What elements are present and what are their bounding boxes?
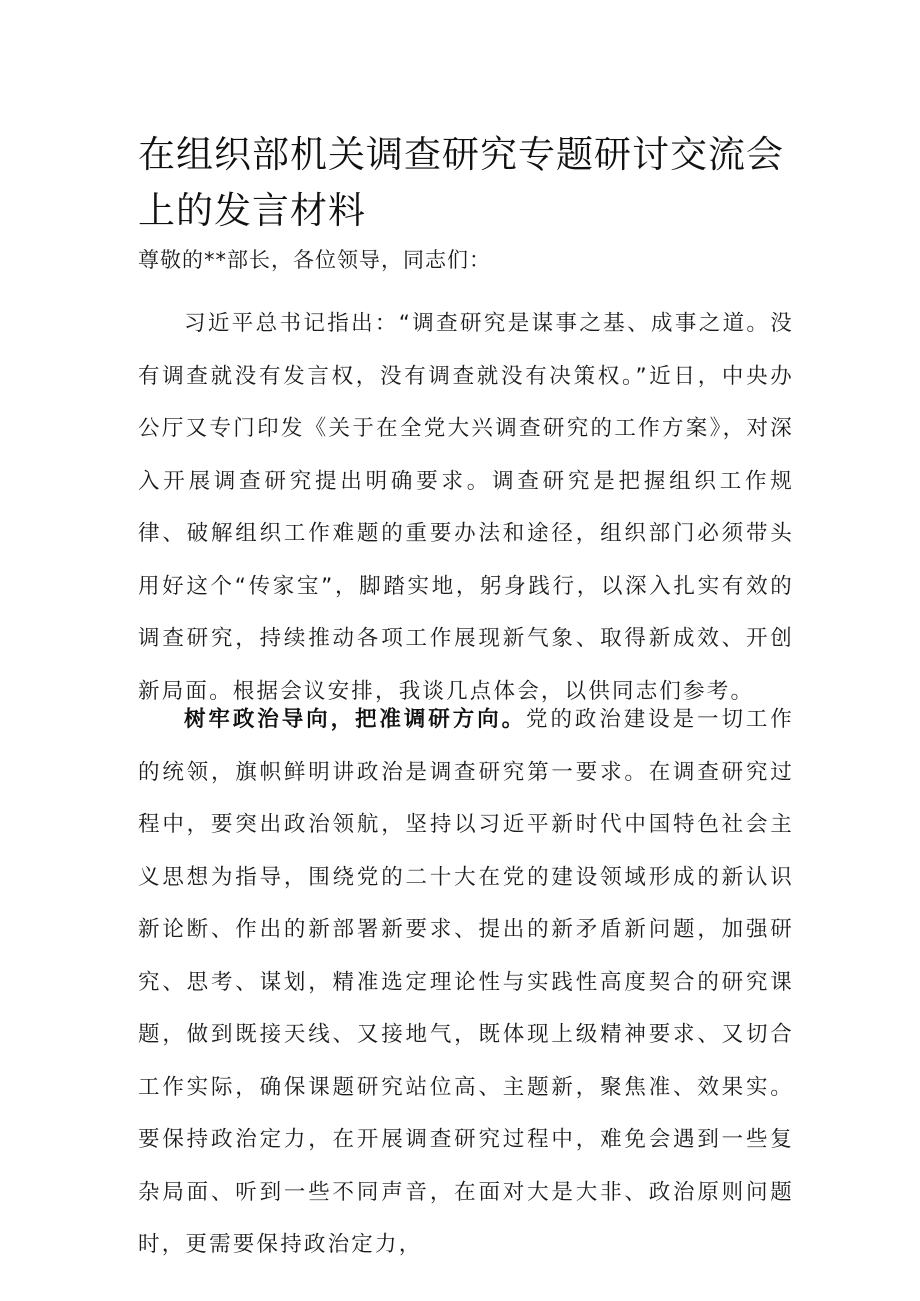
paragraph-1 <box>138 298 794 718</box>
paragraph-2-heading: 树牢政治导向，把准调研方向。 <box>184 707 527 732</box>
salutation: 尊敬的**部长，各位领导，同志们： <box>138 248 491 272</box>
paragraph-1-text: 习近平总书记指出：“调查研究是谋事之基、成事之道。没有调查就没有发言权，没有调查就没有决策权。”近日，中央办公厅又专门印发《关于在全党大兴调查研究的工作方案》，对深入开展调查研究提出明确要求。调查研究是把握组织工作规律、破解组织工作难题的重要办法和途径，组织部门必须带头用好这个“传家宝”，脚踏实地，躬身践行，以深入扎实有效的调查研究，持续推动各项工作展现新气象、取得新成效、开创新局面。根据会议安排，我谈几点体会，以供同志们参考。 <box>138 311 794 704</box>
document-title: 在组织部机关调查研究专题研讨交流会上的发言材料 <box>138 133 784 232</box>
paragraph-2-text: 党的政治建设是一切工作的统领，旗帜鲜明讲政治是调查研究第一要求。在调查研究过程中，要突出政治领航，坚持以习近平新时代中国特色社会主义思想为指导，围绕党的二十大在党的建设领域形成的新认识新论断、作出的新部署新要求、提出的新矛盾新问题，加强研究、思考、谋划，精准选定理论性与实践性高度契合的研究课题，做到既接天线、又接地气，既体现上级精神要求、又切合工作实际，确保课题研究站位高、主题新，聚焦准、效果实。要保持政治定力，在开展调查研究过程中，难免会遇到一些复杂局面、听到一些不同声音，在面对大是大非、政治原则问题时，更需要保持政治定力， <box>138 707 795 1257</box>
paragraph-2 <box>138 694 794 1272</box>
